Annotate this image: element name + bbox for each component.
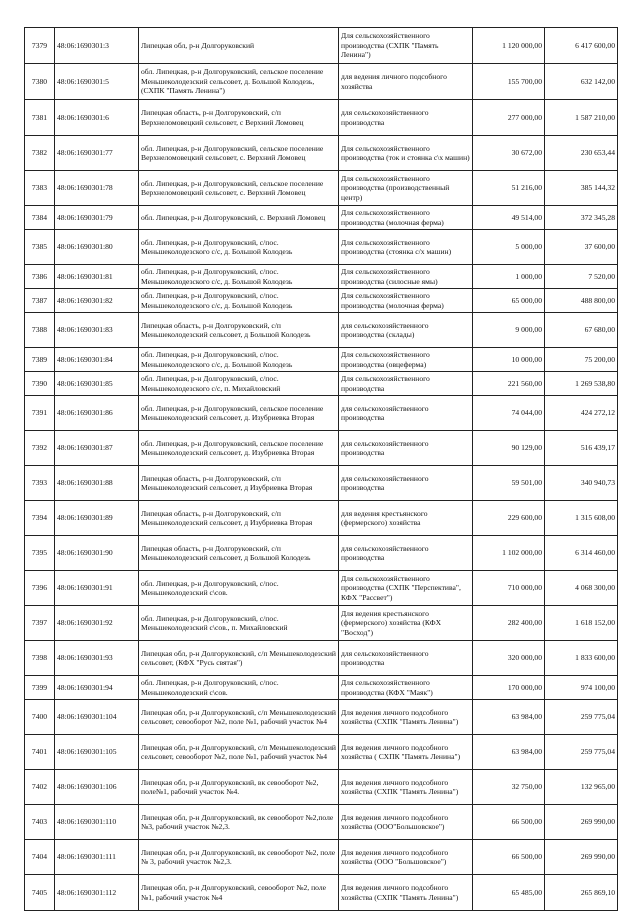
address: Липецкая область, р-н Долгоруковский, с/п Верхнеломовецкий сельсовет, с Верхний Ломовец bbox=[139, 100, 339, 136]
area: 1 102 000,00 bbox=[473, 536, 545, 571]
cadastral-number: 48:06:1690301:93 bbox=[55, 641, 139, 676]
address: обл. Липецкая, р-н Долгоруковский, с/пос. Меньшеколодезского с/с, д. Большой Колодезь bbox=[139, 289, 339, 313]
cadastral-number: 48:06:1690301:77 bbox=[55, 136, 139, 171]
address: Липецкая область, р-н Долгоруковский, с/п Меньшеколодезский сельсовет, д Большой Колодезь bbox=[139, 313, 339, 348]
address: обл. Липецкая, р-н Долгоруковский, сельское поселение Меньшеколодезский сельсовет, д. Изубриевка Вторая bbox=[139, 396, 339, 431]
address: Липецкая обл, р-н Долгоруковский, севооборот №2, поле №1, рабочий участок №4 bbox=[139, 875, 339, 911]
table-row bbox=[25, 348, 618, 372]
land-use: Для сельскохозяйственного производства (стоянка с/х машин) bbox=[339, 230, 473, 265]
area: 63 984,00 bbox=[473, 735, 545, 770]
table-row bbox=[25, 289, 618, 313]
cadastral-number: 48:06:1690301:90 bbox=[55, 536, 139, 571]
area: 1 120 000,00 bbox=[473, 28, 545, 64]
land-use: Для ведения личного подсобного хозяйства (СХПК "Память Ленина") bbox=[339, 770, 473, 805]
address: Липецкая обл, р-н Долгоруковский, с/п Меньшеколодезский сельсовет, (КФХ "Русь святая") bbox=[139, 641, 339, 676]
cadastral-value: 67 680,00 bbox=[545, 313, 618, 348]
cadastral-number: 48:06:1690301:89 bbox=[55, 501, 139, 536]
table-row bbox=[25, 100, 618, 136]
cadastral-value: 488 800,00 bbox=[545, 289, 618, 313]
land-use: Для сельскохозяйственного производства (молочная ферма) bbox=[339, 206, 473, 230]
area: 66 500,00 bbox=[473, 840, 545, 875]
row-number: 7404 bbox=[25, 840, 55, 875]
area: 155 700,00 bbox=[473, 64, 545, 100]
cadastral-value: 269 990,00 bbox=[545, 840, 618, 875]
cadastral-number: 48:06:1690301:82 bbox=[55, 289, 139, 313]
table-row bbox=[25, 536, 618, 571]
land-use: для сельскохозяйственного производства (склады) bbox=[339, 313, 473, 348]
address: Липецкая область, р-н Долгоруковский, с/п Меньшеколодезский сельсовет, д Большой Колодезь bbox=[139, 536, 339, 571]
cadastral-value: 6 417 600,00 bbox=[545, 28, 618, 64]
land-use: Для сельскохозяйственного производства (ток и стоянка с\х машин) bbox=[339, 136, 473, 171]
row-number: 7387 bbox=[25, 289, 55, 313]
cadastral-value: 132 965,00 bbox=[545, 770, 618, 805]
row-number: 7382 bbox=[25, 136, 55, 171]
area: 221 560,00 bbox=[473, 372, 545, 396]
land-use: для сельскохозяйственного производства bbox=[339, 431, 473, 466]
row-number: 7388 bbox=[25, 313, 55, 348]
area: 51 216,00 bbox=[473, 171, 545, 206]
cadastral-value: 632 142,00 bbox=[545, 64, 618, 100]
land-use: Для сельскохозяйственного производства (СХПК "Перспектива", КФХ "Рассвет") bbox=[339, 571, 473, 606]
area: 5 000,00 bbox=[473, 230, 545, 265]
cadastral-value: 1 269 538,80 bbox=[545, 372, 618, 396]
cadastral-value: 75 200,00 bbox=[545, 348, 618, 372]
address: Липецкая обл, р-н Долгоруковский, с/п Меньшеколодезский сельсовет, севооборот №2, поле №1, рабочий участок №4 bbox=[139, 735, 339, 770]
cadastral-value: 340 940,73 bbox=[545, 466, 618, 501]
address: обл. Липецкая, р-н Долгоруковский, с/пос. Меньшеколодезского с/с, п. Михайловский bbox=[139, 372, 339, 396]
area: 74 044,00 bbox=[473, 396, 545, 431]
table-row bbox=[25, 700, 618, 735]
area: 59 501,00 bbox=[473, 466, 545, 501]
cadastral-value: 37 600,00 bbox=[545, 230, 618, 265]
address: обл. Липецкая, р-н Долгоруковский, с/пос. Меньшеколодезский с\сов. bbox=[139, 676, 339, 700]
area: 170 000,00 bbox=[473, 676, 545, 700]
cadastral-number: 48:06:1690301:112 bbox=[55, 875, 139, 911]
land-use: Для ведения крестьянского (фермерского) хозяйства (КФХ "Восход") bbox=[339, 606, 473, 641]
land-use: для сельскохозяйственного производства bbox=[339, 536, 473, 571]
cadastral-number: 48:06:1690301:79 bbox=[55, 206, 139, 230]
cadastral-number: 48:06:1690301:110 bbox=[55, 805, 139, 840]
cadastral-value: 6 314 460,00 bbox=[545, 536, 618, 571]
address: Липецкая область, р-н Долгоруковский, с/п Меньшеколодезский сельсовет, д Изубриевка Вторая bbox=[139, 466, 339, 501]
area: 32 750,00 bbox=[473, 770, 545, 805]
cadastral-value: 1 833 600,00 bbox=[545, 641, 618, 676]
area: 229 600,00 bbox=[473, 501, 545, 536]
row-number: 7392 bbox=[25, 431, 55, 466]
table-row bbox=[25, 396, 618, 431]
address: обл. Липецкая, р-н Долгоруковский, с/пос. Меньшеколодезского с/с, д. Большой Колодезь bbox=[139, 348, 339, 372]
row-number: 7391 bbox=[25, 396, 55, 431]
row-number: 7393 bbox=[25, 466, 55, 501]
cadastral-number: 48:06:1690301:83 bbox=[55, 313, 139, 348]
address: Липецкая обл, р-н Долгоруковский, вк севооборот №2, поле№1, рабочий участок №4. bbox=[139, 770, 339, 805]
cadastral-value: 4 068 300,00 bbox=[545, 571, 618, 606]
row-number: 7383 bbox=[25, 171, 55, 206]
row-number: 7386 bbox=[25, 265, 55, 289]
area: 10 000,00 bbox=[473, 348, 545, 372]
address: Липецкая обл, р-н Долгоруковский bbox=[139, 28, 339, 64]
land-use: для сельскохозяйственного производства bbox=[339, 396, 473, 431]
land-use: Для ведения личного подсобного хозяйства (ООО"Большовское") bbox=[339, 805, 473, 840]
cadastral-number: 48:06:1690301:86 bbox=[55, 396, 139, 431]
land-use: Для ведения личного подсобного хозяйства (СХПК "Память Ленина") bbox=[339, 700, 473, 735]
cadastral-number: 48:06:1690301:105 bbox=[55, 735, 139, 770]
row-number: 7389 bbox=[25, 348, 55, 372]
row-number: 7401 bbox=[25, 735, 55, 770]
table-row bbox=[25, 431, 618, 466]
area: 49 514,00 bbox=[473, 206, 545, 230]
land-registry-table bbox=[24, 27, 618, 911]
row-number: 7381 bbox=[25, 100, 55, 136]
address: обл. Липецкая, р-н Долгоруковский, сельское поселение Верхнеломовецкий сельсовет, с. Верхний Ломовец bbox=[139, 171, 339, 206]
land-use: для ведения личного подсобного хозяйства bbox=[339, 64, 473, 100]
row-number: 7379 bbox=[25, 28, 55, 64]
land-use: для сельскохозяйственного производства bbox=[339, 100, 473, 136]
address: Липецкая обл, р-н Долгоруковский, с/п Меньшеколодезский сельсовет, севооборот №2, поле №1, рабочий участок №4 bbox=[139, 700, 339, 735]
table-row bbox=[25, 805, 618, 840]
table-row bbox=[25, 606, 618, 641]
cadastral-number: 48:06:1690301:5 bbox=[55, 64, 139, 100]
row-number: 7403 bbox=[25, 805, 55, 840]
row-number: 7400 bbox=[25, 700, 55, 735]
row-number: 7405 bbox=[25, 875, 55, 911]
row-number: 7395 bbox=[25, 536, 55, 571]
cadastral-value: 259 775,04 bbox=[545, 735, 618, 770]
area: 320 000,00 bbox=[473, 641, 545, 676]
address: Липецкая область, р-н Долгоруковский, с/п Меньшеколодезский сельсовет, д Изубриевка Вторая bbox=[139, 501, 339, 536]
cadastral-value: 1 587 210,00 bbox=[545, 100, 618, 136]
area: 30 672,00 bbox=[473, 136, 545, 171]
address: обл. Липецкая, р-н Долгоруковский, сельское поселение Меньшеколодезский сельсовет, д. Изубриевка Вторая bbox=[139, 431, 339, 466]
area: 710 000,00 bbox=[473, 571, 545, 606]
address: Липецкая обл, р-н Долгоруковский, вк севооборот №2, поле № 3, рабочий участок №2,3. bbox=[139, 840, 339, 875]
cadastral-number: 48:06:1690301:87 bbox=[55, 431, 139, 466]
land-use: Для сельскохозяйственного производства (КФХ "Маяк") bbox=[339, 676, 473, 700]
cadastral-number: 48:06:1690301:94 bbox=[55, 676, 139, 700]
area: 9 000,00 bbox=[473, 313, 545, 348]
area: 1 000,00 bbox=[473, 265, 545, 289]
row-number: 7399 bbox=[25, 676, 55, 700]
land-use: Для сельскохозяйственного производства bbox=[339, 372, 473, 396]
area: 65 485,00 bbox=[473, 875, 545, 911]
table-row bbox=[25, 840, 618, 875]
table-row bbox=[25, 571, 618, 606]
land-use: Для сельскохозяйственного производства (молочная ферма) bbox=[339, 289, 473, 313]
land-use: Для сельскохозяйственного производства (силосные ямы) bbox=[339, 265, 473, 289]
land-use: Для сельскохозяйственного производства (производственный центр) bbox=[339, 171, 473, 206]
cadastral-value: 259 775,04 bbox=[545, 700, 618, 735]
land-use: Для ведения личного подсобного хозяйства (СХПК "Память Ленина") bbox=[339, 875, 473, 911]
area: 277 000,00 bbox=[473, 100, 545, 136]
table-body bbox=[25, 28, 618, 911]
cadastral-number: 48:06:1690301:85 bbox=[55, 372, 139, 396]
area: 65 000,00 bbox=[473, 289, 545, 313]
cadastral-number: 48:06:1690301:84 bbox=[55, 348, 139, 372]
table-row bbox=[25, 641, 618, 676]
cadastral-value: 424 272,12 bbox=[545, 396, 618, 431]
land-use: Для сельскохозяйственного производства (овцеферма) bbox=[339, 348, 473, 372]
address: обл. Липецкая, р-н Долгоруковский, с/пос. Меньшеколодезский с\сов. bbox=[139, 571, 339, 606]
land-use: Для ведения личного подсобного хозяйства (ООО "Большовское") bbox=[339, 840, 473, 875]
land-use: Для ведения личного подсобного хозяйства ( СХПК "Память Ленина") bbox=[339, 735, 473, 770]
land-use: для сельскохозяйственного производства bbox=[339, 466, 473, 501]
cadastral-number: 48:06:1690301:106 bbox=[55, 770, 139, 805]
cadastral-number: 48:06:1690301:88 bbox=[55, 466, 139, 501]
cadastral-number: 48:06:1690301:104 bbox=[55, 700, 139, 735]
address: обл. Липецкая, р-н Долгоруковский, сельское поселение Меньшеколодезский сельсовет, д. Большой Колодезь, (СХПК "Память Ленина") bbox=[139, 64, 339, 100]
cadastral-number: 48:06:1690301:80 bbox=[55, 230, 139, 265]
table-row bbox=[25, 676, 618, 700]
table-row bbox=[25, 28, 618, 64]
row-number: 7390 bbox=[25, 372, 55, 396]
row-number: 7380 bbox=[25, 64, 55, 100]
cadastral-number: 48:06:1690301:111 bbox=[55, 840, 139, 875]
cadastral-number: 48:06:1690301:3 bbox=[55, 28, 139, 64]
row-number: 7385 bbox=[25, 230, 55, 265]
table-row bbox=[25, 136, 618, 171]
land-use: для ведения крестьянского (фермерского) хозяйства bbox=[339, 501, 473, 536]
area: 90 129,00 bbox=[473, 431, 545, 466]
cadastral-number: 48:06:1690301:81 bbox=[55, 265, 139, 289]
table-row bbox=[25, 501, 618, 536]
address: обл. Липецкая, р-н Долгоруковский, с/пос. Меньшеколодезского с/с, д. Большой Колодезь bbox=[139, 265, 339, 289]
cadastral-value: 372 345,28 bbox=[545, 206, 618, 230]
address: обл. Липецкая, р-н Долгоруковский, сельское поселение Верхнеломовецкий сельсовет, с. Верхний Ломовец bbox=[139, 136, 339, 171]
row-number: 7396 bbox=[25, 571, 55, 606]
land-use: для сельскохозяйственного производства bbox=[339, 641, 473, 676]
area: 282 400,00 bbox=[473, 606, 545, 641]
cadastral-value: 385 144,32 bbox=[545, 171, 618, 206]
table-row bbox=[25, 372, 618, 396]
cadastral-value: 516 439,17 bbox=[545, 431, 618, 466]
cadastral-value: 269 990,00 bbox=[545, 805, 618, 840]
area: 63 984,00 bbox=[473, 700, 545, 735]
table-row bbox=[25, 313, 618, 348]
address: обл. Липецкая, р-н Долгоруковский, с/пос. Меньшеколодезского с/с, д. Большой Колодезь bbox=[139, 230, 339, 265]
cadastral-value: 1 618 152,00 bbox=[545, 606, 618, 641]
cadastral-number: 48:06:1690301:92 bbox=[55, 606, 139, 641]
address: обл. Липецкая, р-н Долгоруковский, с. Верхний Ломовец bbox=[139, 206, 339, 230]
row-number: 7394 bbox=[25, 501, 55, 536]
cadastral-value: 265 869,10 bbox=[545, 875, 618, 911]
table-row bbox=[25, 770, 618, 805]
table-row bbox=[25, 206, 618, 230]
cadastral-value: 230 653,44 bbox=[545, 136, 618, 171]
address: обл. Липецкая, р-н Долгоруковский, с/пос. Меньшеколодезский с\сов., п. Михайловский bbox=[139, 606, 339, 641]
row-number: 7398 bbox=[25, 641, 55, 676]
cadastral-value: 1 315 608,00 bbox=[545, 501, 618, 536]
table-row bbox=[25, 230, 618, 265]
cadastral-value: 7 520,00 bbox=[545, 265, 618, 289]
row-number: 7384 bbox=[25, 206, 55, 230]
table-row bbox=[25, 64, 618, 100]
table-row bbox=[25, 875, 618, 911]
address: Липецкая обл, р-н Долгоруковский, вк севооборот №2,поле №3, рабочий участок №2,3. bbox=[139, 805, 339, 840]
row-number: 7402 bbox=[25, 770, 55, 805]
cadastral-value: 974 100,00 bbox=[545, 676, 618, 700]
table-row bbox=[25, 265, 618, 289]
table-row bbox=[25, 466, 618, 501]
row-number: 7397 bbox=[25, 606, 55, 641]
cadastral-number: 48:06:1690301:91 bbox=[55, 571, 139, 606]
cadastral-number: 48:06:1690301:6 bbox=[55, 100, 139, 136]
cadastral-number: 48:06:1690301:78 bbox=[55, 171, 139, 206]
land-use: Для сельскохозяйственного производства (СХПК "Память Ленина") bbox=[339, 28, 473, 64]
table-row bbox=[25, 735, 618, 770]
area: 66 500,00 bbox=[473, 805, 545, 840]
table-row bbox=[25, 171, 618, 206]
